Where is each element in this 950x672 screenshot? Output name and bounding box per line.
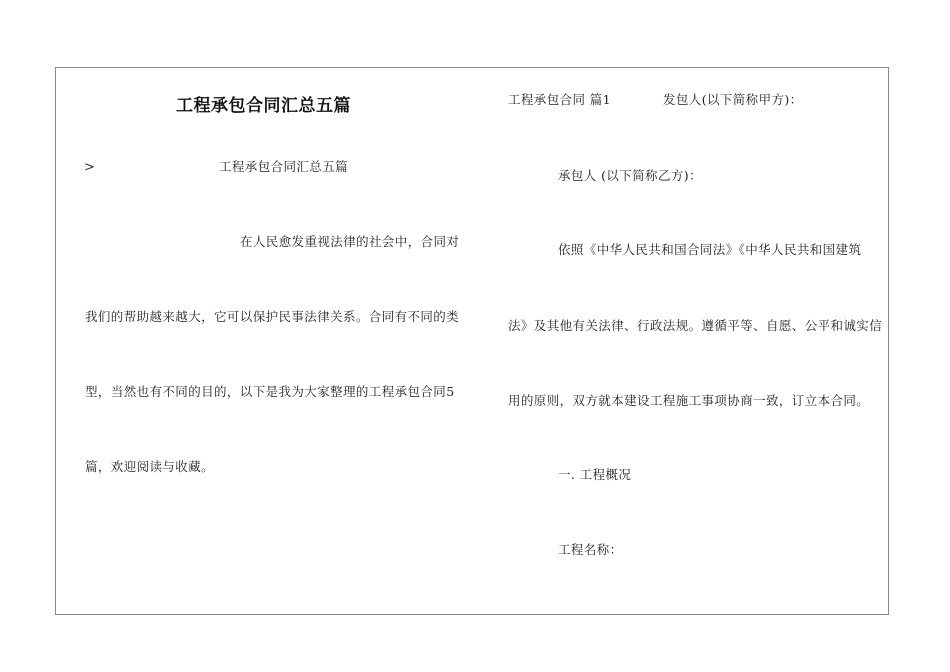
- page-border: [55, 67, 889, 615]
- intro-line-2: 我们的帮助越来越大，它可以保护民事法律关系。合同有不同的类: [85, 309, 460, 324]
- intro-line-3: 型，当然也有不同的目的，以下是我为大家整理的工程承包合同5: [85, 384, 455, 399]
- intro-line-4: 篇，欢迎阅读与收藏。: [85, 459, 215, 474]
- party-a-label: 发包人(以下简称甲方)：: [663, 92, 803, 107]
- party-b-label: 承包人 (以下简称乙方)：: [558, 168, 702, 183]
- contract-para-line-2: 法》及其他有关法律、行政法规。遵循平等、自愿、公平和诚实信: [508, 318, 883, 333]
- contract-para-line-3: 用的原则，双方就本建设工程施工事项协商一致，订立本合同。: [508, 393, 870, 408]
- project-name-label: 工程名称：: [558, 542, 623, 557]
- section-heading-overview: 一. 工程概况: [558, 467, 632, 482]
- document-title: 工程承包合同汇总五篇: [176, 96, 351, 116]
- contract-heading: 工程承包合同 篇1: [508, 92, 612, 107]
- intro-line-1: 在人民愈发重视法律的社会中，合同对: [240, 234, 460, 249]
- chevron-right-icon: >: [84, 160, 95, 175]
- contract-para-line-1: 依照《中华人民共和国合同法》《中华人民共和国建筑: [558, 242, 862, 257]
- toc-entry: 工程承包合同汇总五篇: [219, 159, 349, 174]
